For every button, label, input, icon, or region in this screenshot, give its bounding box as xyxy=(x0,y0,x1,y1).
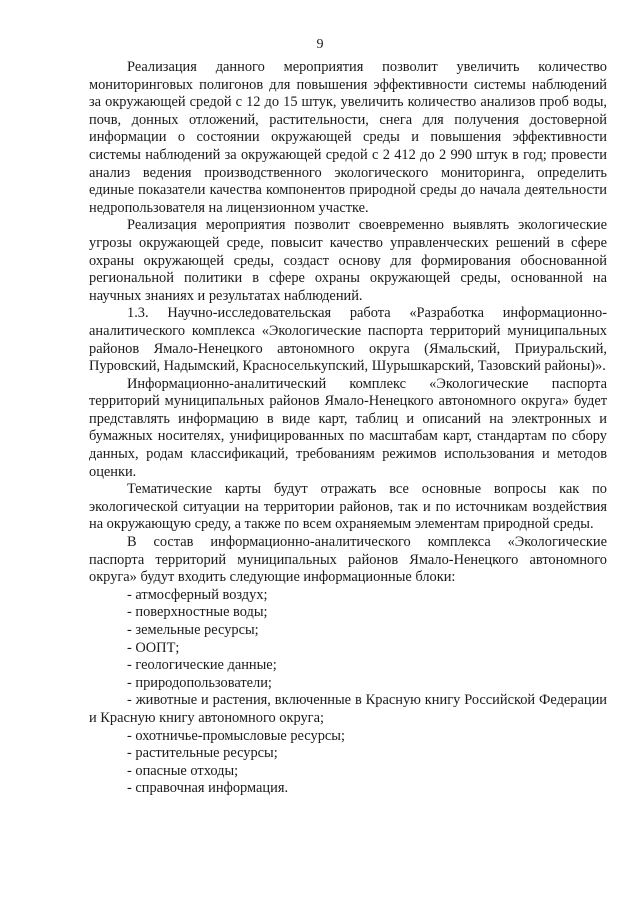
paragraph-research-work: 1.3. Научно-исследовательская работа «Разработка информационно-аналитического комплекса «Экологические паспорта территорий муниципальных районов Ямало-Ненецкого автономного округа (Ямальский, Приуральский, Пуровский, Надымский, Красноселькупский, Шурышкарский, Тазовский районы)». xyxy=(89,305,607,375)
list-item: - справочная информация. xyxy=(127,780,289,797)
list-item: - растительные ресурсы; xyxy=(127,745,278,762)
list-item: - геологические данные; xyxy=(127,657,277,674)
list-item: - поверхностные воды; xyxy=(127,604,268,621)
list-item: - опасные отходы; xyxy=(127,762,239,779)
list-item: - земельные ресурсы; xyxy=(127,622,259,638)
page-body xyxy=(89,59,607,798)
list-item: - природопользователи; xyxy=(127,674,272,691)
list-item: - животные и растения, включенные в Красную книгу Российской Федерации и Красную книгу автономного округа; xyxy=(89,692,607,726)
paragraph-monitoring: Реализация данного мероприятия позволит увеличить количество мониторинговых полигонов для повышения эффективности системы наблюдений за окружающей средой с 12 до 15 штук, увеличить количество анализов проб воды, почв, донных отложений, растительности, снега для получения достоверной информации о состоянии окружающей среды и повышения эффективности системы наблюдений за окружающей средой с 2 412 до 2 990 штук в год; провести анализ ведения производственного экологического мониторинга, определить единые показатели качества компонентов природной среды до начала деятельности недропользователя на лицензионном участке. xyxy=(89,59,607,216)
paragraph-blocks-intro: В состав информационно-аналитического комплекса «Экологические паспорта территорий муниципальных районов Ямало-Ненецкого автономного округа» будут входить следующие информационные блоки: xyxy=(89,534,607,586)
info-blocks-list xyxy=(89,587,607,798)
paragraph-thematic-maps: Тематические карты будут отражать все основные вопросы как по экологической ситуации на территории районов, так и по источникам воздействия на окружающую среду, а также по всем охраняемым элементам природной среды. xyxy=(89,481,607,533)
list-item: - атмосферный воздух; xyxy=(127,586,268,603)
paragraph-threats: Реализация мероприятия позволит своевременно выявлять экологические угрозы окружающей среде, повысит качество управленческих решений в сфере охраны окружающей среды, создаст основу для формирования обоснованной региональной политики в сфере охраны окружающей среды, основанной на научных знаниях и результатах наблюдений. xyxy=(89,217,607,304)
list-item: - ООПТ; xyxy=(127,639,180,656)
paragraph-complex-description: Информационно-аналитический комплекс «Экологические паспорта территорий муниципальных районов Ямало-Ненецкого автономного округа» будет представлять информацию в виде карт, таблиц и описаний на электронных и бумажных носителях, унифицированных по масштабам карт, стандартам по сбору данных, родам классификаций, требованиям режимов использования и методов оценки. xyxy=(89,375,607,480)
page-number: 9 xyxy=(316,37,324,52)
list-item: - охотничье-промысловые ресурсы; xyxy=(127,727,345,744)
